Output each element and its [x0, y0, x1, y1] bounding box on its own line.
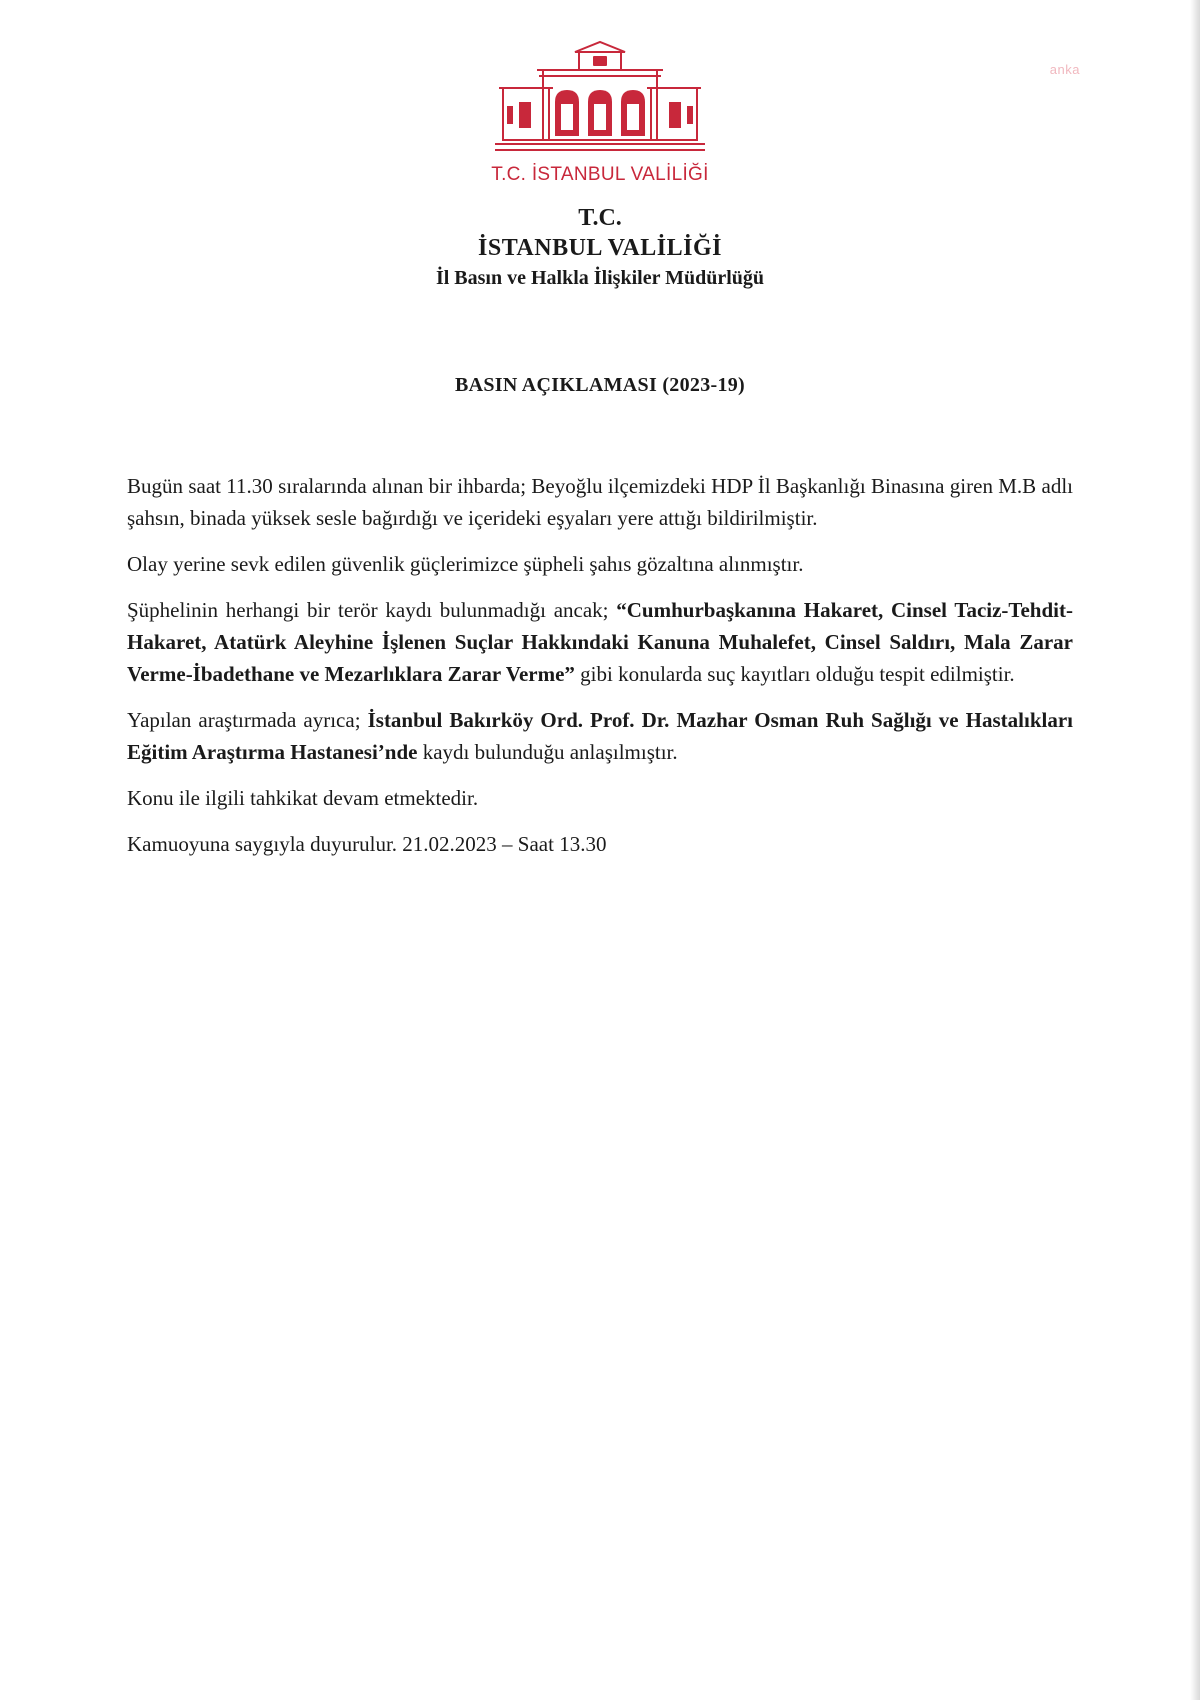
paragraph-3	[127, 594, 1073, 690]
document-body	[127, 470, 1073, 874]
letterhead-institution: İSTANBUL VALİLİĞİ	[478, 235, 722, 261]
paragraph-3-charges: “Cumhurbaşkanına Hakaret, Cinsel Taciz-Tehdit-Hakaret, Atatürk Aleyhine İşlenen Suçlar Hakkındaki Kanuna Muhalefet, Cinsel Saldırı, Mala Zarar Verme-İbadethane ve Mezarlıklara Zarar Verme”	[127, 598, 1073, 686]
logo-caption: T.C. İSTANBUL VALİLİĞİ	[491, 164, 709, 185]
letterhead-department: İl Basın ve Halkla İlişkiler Müdürlüğü	[435, 267, 765, 289]
governorship-building-icon	[495, 40, 705, 160]
paragraph-4	[127, 704, 1073, 768]
paragraph-1: Bugün saat 11.30 sıralarında alınan bir ihbarda; Beyoğlu ilçemizdeki HDP İl Başkanlığı Binasına giren M.B adlı şahsın, binada yüksek sesle bağırdığı ve içerideki eşyaları yere attığı bildirilmiştir.	[127, 474, 1073, 530]
paragraph-4-hospital: İstanbul Bakırköy Ord. Prof. Dr. Mazhar Osman Ruh Sağlığı ve Hastalıkları Eğitim Araştırma Hastanesi’nde	[127, 708, 1073, 764]
paragraph-3-tail: gibi konularda suç kayıtları olduğu tespit edilmiştir.	[574, 662, 1015, 686]
paragraph-2: Olay yerine sevk edilen güvenlik güçlerimizce şüpheli şahıs gözaltına alınmıştır.	[127, 552, 804, 576]
letterhead-tc: T.C.	[578, 205, 622, 231]
istanbul-valiligi-logo	[0, 40, 1200, 186]
paragraph-6: Kamuoyuna saygıyla duyurulur. 21.02.2023 – Saat 13.30	[127, 832, 607, 856]
paragraph-4-lead: Yapılan araştırmada ayrıca;	[127, 708, 368, 732]
document-title: BASIN AÇIKLAMASI (2023-19)	[454, 374, 746, 396]
paragraph-4-tail: kaydı bulunduğu anlaşılmıştır.	[417, 740, 678, 764]
letterhead	[0, 203, 1200, 293]
paragraph-5: Konu ile ilgili tahkikat devam etmektedir.	[127, 786, 479, 810]
paragraph-3-lead: Şüphelinin herhangi bir terör kaydı bulunmadığı ancak;	[127, 598, 617, 622]
watermark: anka	[1049, 62, 1080, 77]
